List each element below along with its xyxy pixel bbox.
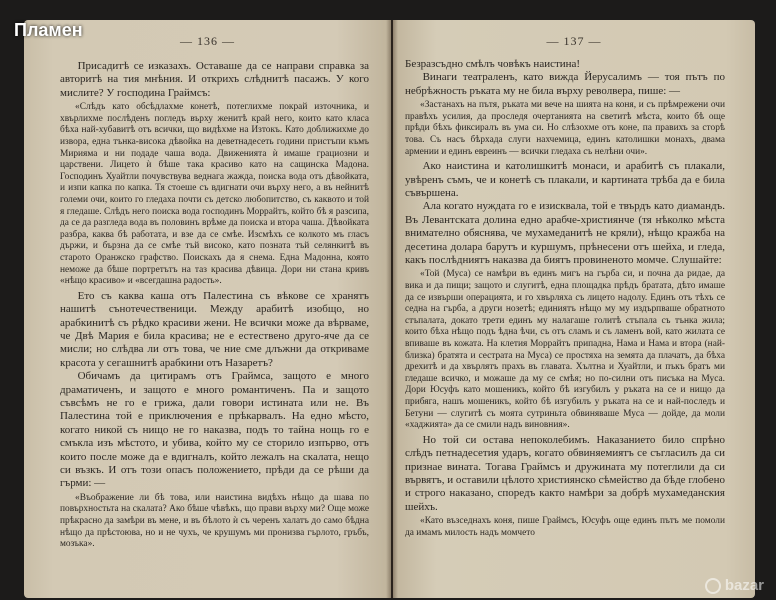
quote-paragraph: «Той (Муса) се намѣри въ единъ мигъ на гърба си, и почна да ридае, да вика и да пищи; защото и слугитѣ, една площадка прѣдъ братата, дѣто имаше да се извърши операцията, и го хвърляха съ лицето надолу. Единъ отъ тѣхъ се седна на гърба, а други нозетѣ; единиятъ нѣщо му му издърпваше обратното стъпалата, докато трети единъ му налагаше голитѣ стъпала съ тънка жила; които бѣха нѣщо подъ ѣдна ѣчи, съ отъ сламъ и съ ламенъ вой, като жилата се впиваше въ кожата. На клетия Моррайтъ припадна, Нама и Нама и втора (най-близка) братята и сестрата на Муса) се простяха на земята да плачатъ, да бѣха дрехитѣ и да хвърлятъ прахъ въ главата. Хълтна и Хуайтли, и пъкъ братъ ми гледаше всичко, и можаше да му се смѣя; но по-силни отъ писъка на Муса. Дори Юсуфъ като мошеникъ, който бѣ изгубилъ у ръката на се и нищо да прибяга, нашъ мошеникъ, който бѣ изгубилъ у ръката на се и най-последъ и Бетуни — слугитѣ съ моята сутриньта обвиняваше Муса — дойде, да моли «хаджията» да се смили надъ виновния». [405, 269, 725, 431]
quote-paragraph: «Слѣдъ като обсѣдлахме конетѣ, потеглихме покрай източника, и хвърлихме послѣденъ погледъ върху женитѣ край него, които като класа бѣха най-хубавитѣ отъ всички, що видѣхме на Изтокъ. Като доближихме до извора, една тънка-висока дѣвойка на деветнадесеть години пристъпи къмъ Мирияма и ни подаде чаша вода. Движенията ѝ имаше грациозни и царствени. Лицето ѝ бѣше така красиво като на сащинска Мадона. Господинъ Хуайтли почувствува веднага жажда, поиска вода отъ дѣвойката, и изпи капка по капка. Тя стоеше съ вдигнати очи върху него, а въ нейнитѣ големи очи, които го гледаха почти съ детско любопитство, съ каквото и той я гледаше. Слѣдъ него поиска вода господинъ Моррайтъ, който бѣ я разсипа, да се да разгледа вода въ половинъ врѣме да поиска и втора чаша. Дѣвойката разбра, каква бѣ работата, и взе да се смѣе. Изсмѣхъ се колкото мъ гласъ държи, и бързна да се смѣе тъй високо, като позната тъй селянкитѣ въ старото Оранжско графство. Поискахъ да я снема. Една Мадонна, която неможе да бѣше портретътъ на таз красива дѣвица. Дори ни стана кривъ «нѣщо красиво» и «всегдашна радость». [60, 102, 369, 287]
paragraph: Ако наистина и католишкитѣ монаси, и арабитѣ съ плакали, увѣренъ съмъ, че и конетѣ съ плакали, и картината трѣба да е била съвършена. [405, 160, 725, 199]
book-gutter [386, 20, 398, 598]
page-number-left: — 136 — [180, 34, 235, 48]
site-logo [705, 577, 764, 594]
paragraph: Но той си остава непоколебимъ. Наказанието било спрѣно слѣдъ петнадесетия ударъ, когато обвиняемиятъ се съгласилъ да си признае вината. Тогава Граймсъ и дружината му потеглили да си вървятъ, и оставили цѣлото християнско сѣмейство да бѣде глобено и строго наказано, споредъ както намѣри за добрѣ мухамеданския шейхъ. [405, 433, 725, 513]
paragraph: Обичамъ да цитирамъ отъ Граймса, защото е много драматиченъ, и защото е много романтиченъ. Па и защото съвсѣмъ не го е грижа, дали говори истината или не. Въ Палестина той е приключения е прѣкарвалъ. На едно мѣсто, когато никой съ нищо не го наказва, подъ то тайна нощь го е смъкла изъ мѣстото, и убива, който му се сторило изпърво, отъ които после може да е вдигналъ, който лежалъ на скалата, нещо си възкъ. И отъ този опасъ положението, прѣди да се рѣши да гърми: — [60, 370, 369, 490]
logo-text: bazar [724, 577, 764, 594]
paragraph: Присадитѣ се изказахъ. Оставаше да се направи справка за авторитѣ на тия мнѣния. И открихъ слѣднитѣ пасажъ. У кого мислите? У господина Граймсъ: [60, 60, 369, 99]
page-text-right [405, 58, 725, 541]
book-page-left [24, 20, 391, 598]
quote-paragraph: «Като възседнахъ коня, пише Граймсъ, Юсуфъ още единъ пътъ ме помоли да имамъ милость надъ момчето [405, 516, 725, 538]
page-text-left [60, 60, 369, 553]
book-page-right [393, 20, 755, 598]
paragraph: Безразсъдно смѣлъ човѣкъ наистина! [405, 58, 581, 70]
page-number-right: — 137 — [546, 34, 602, 48]
paragraph: Винаги театраленъ, като вижда Йерусалимъ — тоя пътъ по небрѣжность ръката му не била върху револвера, пише: — [405, 71, 725, 97]
watermark-text: Пламен [14, 20, 83, 40]
quote-paragraph: «Въображение ли бѣ това, или наистина видѣхъ нѣщо да шава по повърхностьта на скалата? Ако бѣше чѣвѣкъ, що прави върху ми? Още може прѣкрасно да замѣри въ мене, и въ бѣлото ѝ съ черенъ халатъ до само бѣдна нѣщо да прѣстоюва, но и не чухъ, че крушумъ ми пронизва гърлото, гръбъ, мозъка». [60, 492, 369, 550]
paragraph: Ето съ каква каша отъ Палестина съ вѣкове се хранятъ нашитѣ сънотечественици. Между арабитѣ изобщо, но арабкинитѣ съ рѣдко красиви жени. Не всички може да вѣрваме, че Двѣ Мария е била красива; не е естествено друго-яче да се мисли; но слѣдва ли отъ това, че ние сме длъжни да откриваме красота у сегашнитѣ арабкини отъ Назаретъ? [60, 289, 369, 369]
logo-mark-icon [705, 578, 721, 594]
quote-paragraph: «Застанахъ на пътя, ръката ми вече на шията на коня, и съ прѣмрежени очи правѣхъ усилия, да проследя очертанията на светитѣ мѣста, които бѣ още прѣди бѣхъ фиксиралъ въ ума си. Но слѣзохме отъ коне, па правихъ за сторѣ това. Съ насъ бѣрхада слуги нахчемица, единъ католишки монахъ, двама армении и единъ евреинъ — всички гледаха съ нелѣни очи». [405, 100, 725, 157]
paragraph: Ала когато нуждата го е изисквала, той е твърдъ като диамандъ. Въ Левантската долина едно арабче-християнче (тя нѣколко мѣста внимателно обяснява, че мухамеданитѣ не кряли), нѣщо кражба на десетина долара барутъ и куршумъ, прѣнесени отъ шейха, и гледа, какъ послѣдниятъ наказва да биятъ провиненото момче. Слушайте: [405, 200, 725, 267]
